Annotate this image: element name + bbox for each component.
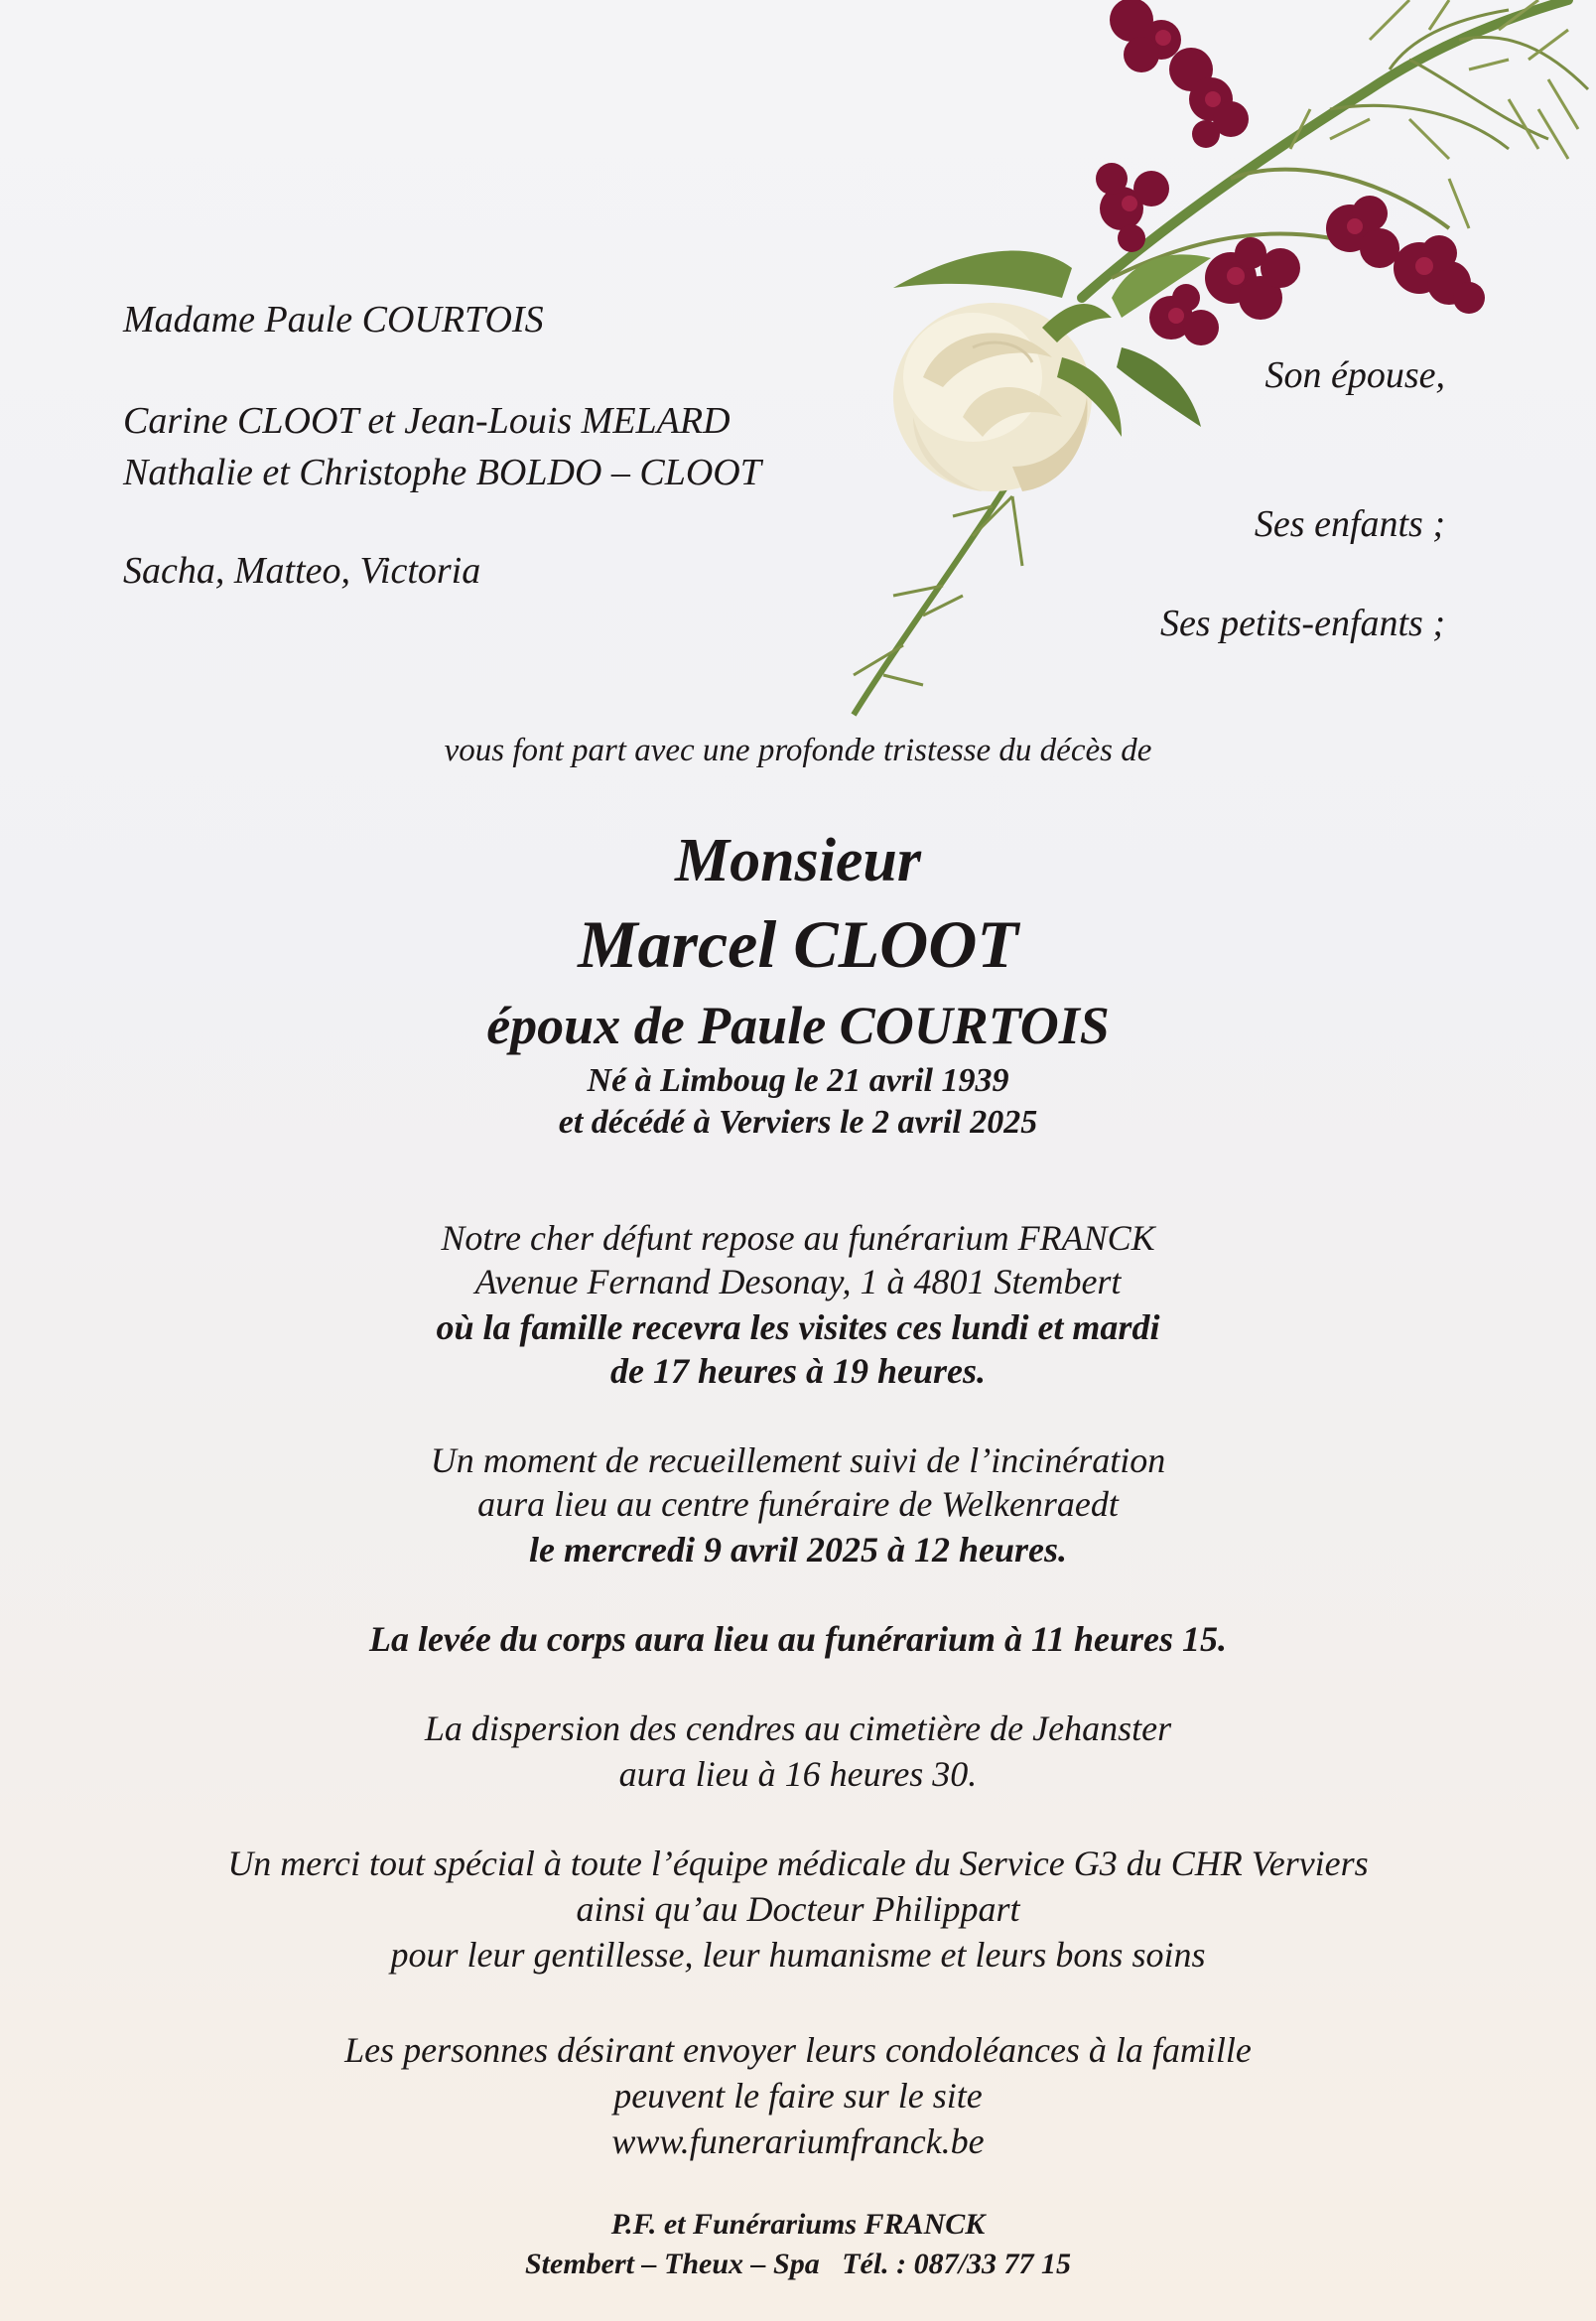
death-info: et décédé à Verviers le 2 avril 2025 [558, 1104, 1038, 1141]
footer-contact: Stembert – Theux – Spa Tél. : 087/33 77 15 [525, 2248, 1071, 2280]
children-line-1: Carine CLOOT et Jean-Louis MELARD [123, 400, 731, 442]
condolences-line-2: peuvent le faire sur le site [613, 2076, 983, 2116]
condolences-website-link[interactable]: www.funerariumfranck.be [611, 2121, 985, 2161]
visitation-line-4: de 17 heures à 19 heures. [609, 1351, 987, 1391]
spouse-name: Madame Paule COURTOIS [123, 299, 544, 341]
visitation-line-1: Notre cher défunt repose au funérarium FRANCK [441, 1218, 1155, 1258]
thanks-line-3: pour leur gentillesse, leur humanisme et leurs bons soins [390, 1935, 1206, 1975]
thanks-line-2: ainsi qu’au Docteur Philippart [576, 1889, 1020, 1929]
visitation-line-2: Avenue Fernand Desonay, 1 à 4801 Stembert [474, 1262, 1122, 1301]
condolences-line-1: Les personnes désirant envoyer leurs condoléances à la famille [344, 2030, 1252, 2070]
spouse-of: époux de Paule COURTOIS [486, 996, 1110, 1055]
birth-info: Né à Limboug le 21 avril 1939 [587, 1062, 1009, 1099]
intro-text: vous font part avec une profonde tristesse du décès de [444, 733, 1152, 768]
children-line-2: Nathalie et Christophe BOLDO – CLOOT [123, 452, 761, 493]
dispersion-line-1: La dispersion des cendres au cimetière de Jehanster [424, 1708, 1172, 1748]
dispersion-line-2: aura lieu à 16 heures 30. [618, 1754, 978, 1794]
visitation-line-3: où la famille recevra les visites ces lundi et mardi [436, 1307, 1160, 1347]
deceased-title: Monsieur [674, 827, 922, 894]
spouse-label: Son épouse, [1264, 354, 1445, 396]
ceremony-line-1: Un moment de recueillement suivi de l’incinération [430, 1440, 1166, 1480]
children-label: Ses enfants ; [1254, 503, 1445, 545]
ceremony-line-3: le mercredi 9 avril 2025 à 12 heures. [529, 1530, 1067, 1570]
grandchildren-names: Sacha, Matteo, Victoria [123, 550, 481, 592]
grandchildren-label: Ses petits-enfants ; [1159, 603, 1445, 644]
levee-info: La levée du corps aura lieu au funérarium à 11 heures 15. [368, 1619, 1228, 1659]
deceased-name: Marcel CLOOT [578, 906, 1018, 982]
ceremony-line-2: aura lieu au centre funéraire de Welkenraedt [477, 1484, 1119, 1524]
footer-company: P.F. et Funérariums FRANCK [610, 2208, 986, 2241]
thanks-line-1: Un merci tout spécial à toute l’équipe médicale du Service G3 du CHR Verviers [227, 1843, 1369, 1883]
